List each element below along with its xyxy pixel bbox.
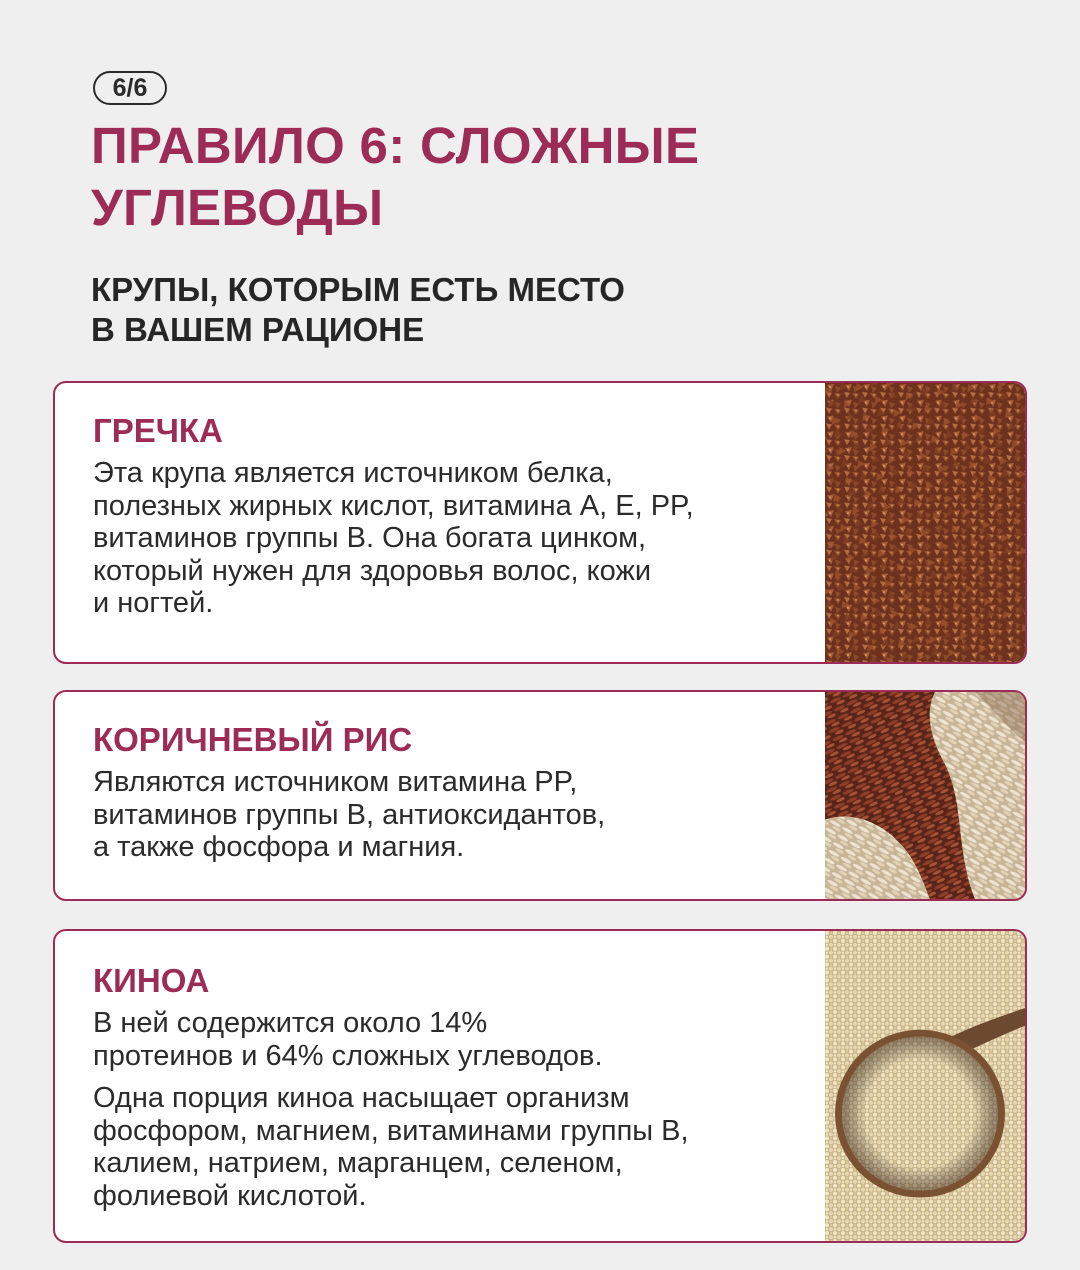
quinoa-photo [825, 931, 1025, 1241]
card-text [93, 961, 805, 1212]
card-description: В ней содержится около 14% протеинов и 64% сложных углеводов. [93, 1007, 603, 1072]
card-text [93, 720, 805, 864]
card-description: Эта крупа является источником белка, полезных жирных кислот, витамина А, Е, PP, витаминов группы В. Она богата цинком, который нужен для здоровья волос, кожи и ногтей. [93, 457, 694, 619]
card-description: Одна порция киноа насыщает организм фосфором, магнием, витаминами группы В, калием, натрием, марганцем, селеном, фолиевой кислотой. [93, 1082, 689, 1212]
card-text [93, 411, 805, 620]
page-indicator-badge: 6/6 [93, 71, 167, 105]
card-title: ГРЕЧКА [93, 412, 223, 449]
card-title: КИНОА [93, 962, 210, 999]
buckwheat-photo [825, 383, 1025, 662]
page-title: ПРАВИЛО 6: СЛОЖНЫЕ УГЛЕВОДЫ [91, 117, 700, 236]
card-quinoa [53, 929, 1027, 1243]
card-title: КОРИЧНЕВЫЙ РИС [93, 721, 413, 758]
card-buckwheat [53, 381, 1027, 664]
card-brown-rice [53, 690, 1027, 901]
brown-rice-photo [825, 692, 1025, 899]
page-subtitle: КРУПЫ, КОТОРЫМ ЕСТЬ МЕСТО В ВАШЕМ РАЦИОНЕ [91, 271, 625, 348]
card-description: Являются источником витамина PP, витаминов группы В, антиоксидантов, а также фосфора и магния. [93, 766, 606, 863]
